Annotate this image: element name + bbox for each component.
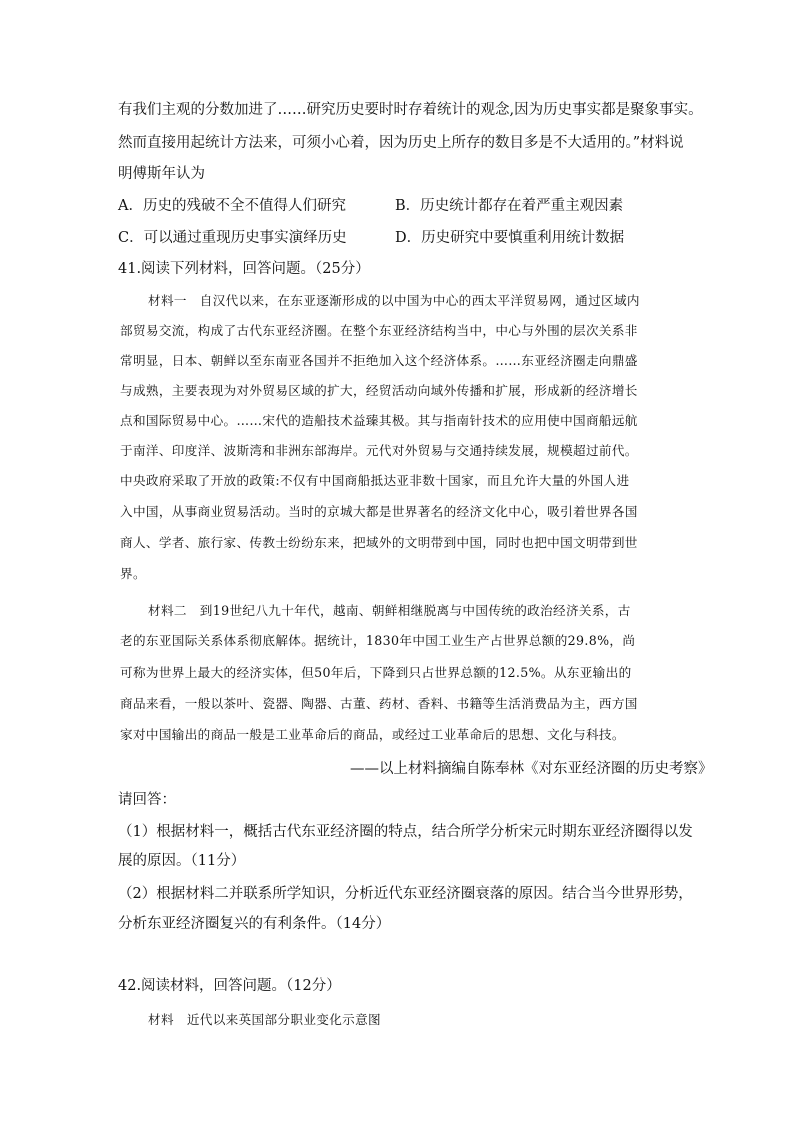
q41-sub2-line-2: 分析东亚经济圈复兴的有利条件。（14分） [118,916,391,932]
material1-line-4: 与成熟，主要表现为对外贸易区域的扩大，经贸活动向域外传播和扩展，形成新的经济增长 [120,383,638,398]
intro-line-3: 明傅斯年认为 [118,166,205,182]
material1-line-1: 材料一 自汉代以来，在东亚逐渐形成的以中国为中心的西太平洋贸易网，通过区域内 [148,293,640,308]
q42-material-title: 材料 近代以来英国部分职业变化示意图 [148,1012,381,1027]
material1-line-10: 界。 [120,566,146,581]
material2-line-4: 商品来看，一般以茶叶、瓷器、陶器、古董、药材、香料、书籍等生活消费品为主，西方国 [120,696,638,711]
intro-line-2: 然而直接用起统计方法来，可须小心着，因为历史上所存的数目多是不大适用的。”材料说 [118,135,684,151]
q41-sub1-line-1: （1）根据材料一，概括古代东亚经济圈的特点，结合所学分析宋元时期东亚经济圈得以发 [118,824,693,840]
q41-sub1-line-2: 展的原因。（11分） [118,853,246,869]
material1-line-2: 部贸易交流，构成了古代东亚经济圈。在整个东亚经济结构当中，中心与外围的层次关系非 [120,323,638,338]
option-d: D．历史研究中要慎重利用统计数据 [395,230,625,246]
material2-line-1: 材料二 到19世纪八九十年代，越南、朝鲜相继脱离与中国传统的政治经济关系，古 [148,603,631,618]
q41-sub2-line-1: （2）根据材料二并联系所学知识，分析近代东亚经济圈衰落的原因。结合当今世界形势， [118,886,693,902]
material2-line-3: 可称为世界上最大的经济实体，但50年后，下降到只占世界总额的12.5%。从东亚输出的 [120,665,632,680]
material1-line-8: 入中国，从事商业贸易活动。当时的京城大都是世界著名的经济文化中心，吸引着世界各国 [120,504,638,519]
q41-heading: 41.阅读下列材料，回答问题。（25分） [118,261,370,277]
material1-line-7: 中央政府采取了开放的政策:不仅有中国商船抵达亚非数十国家，而且允许大量的外国人进 [120,473,630,488]
material-source: ——以上材料摘编自陈奉林《对东亚经济圈的历史考察》 [350,761,713,777]
material1-line-5: 点和国际贸易中心。……宋代的造船技术益臻其极。其与指南针技术的应用使中国商船远航 [120,413,638,428]
material1-line-6: 于南洋、印度洋、波斯湾和非洲东部海岸。元代对外贸易与交通持续发展，规模超过前代。 [120,443,638,458]
intro-line-1: 有我们主观的分数加进了……研究历史要时时存着统计的观念,因为历史事实都是聚象事实。 [118,102,703,118]
material2-line-2: 老的东亚国际关系体系彻底解体。据统计，1830年中国工业生产占世界总额的29.8%，尚 [120,633,636,648]
answer-prompt: 请回答： [118,792,176,808]
material1-line-3: 常明显，日本、朝鲜以至东南亚各国并不拒绝加入这个经济体系。……东亚经济圈走向鼎盛 [120,353,638,368]
material2-line-5: 家对中国输出的商品一般是工业革命后的商品，或经过工业革命后的思想、文化与科技。 [120,727,625,742]
option-c: C．可以通过重现历史事实演绎历史 [118,230,347,246]
option-b: B．历史统计都存在着严重主观因素 [395,198,624,214]
material1-line-9: 商人、学者、旅行家、传教士纷纷东来，把域外的文明带到中国，同时也把中国文明带到世 [120,535,638,550]
option-a: A．历史的残破不全不值得人们研究 [118,198,346,214]
q42-heading: 42.阅读材料，回答问题。（12分） [118,978,341,994]
